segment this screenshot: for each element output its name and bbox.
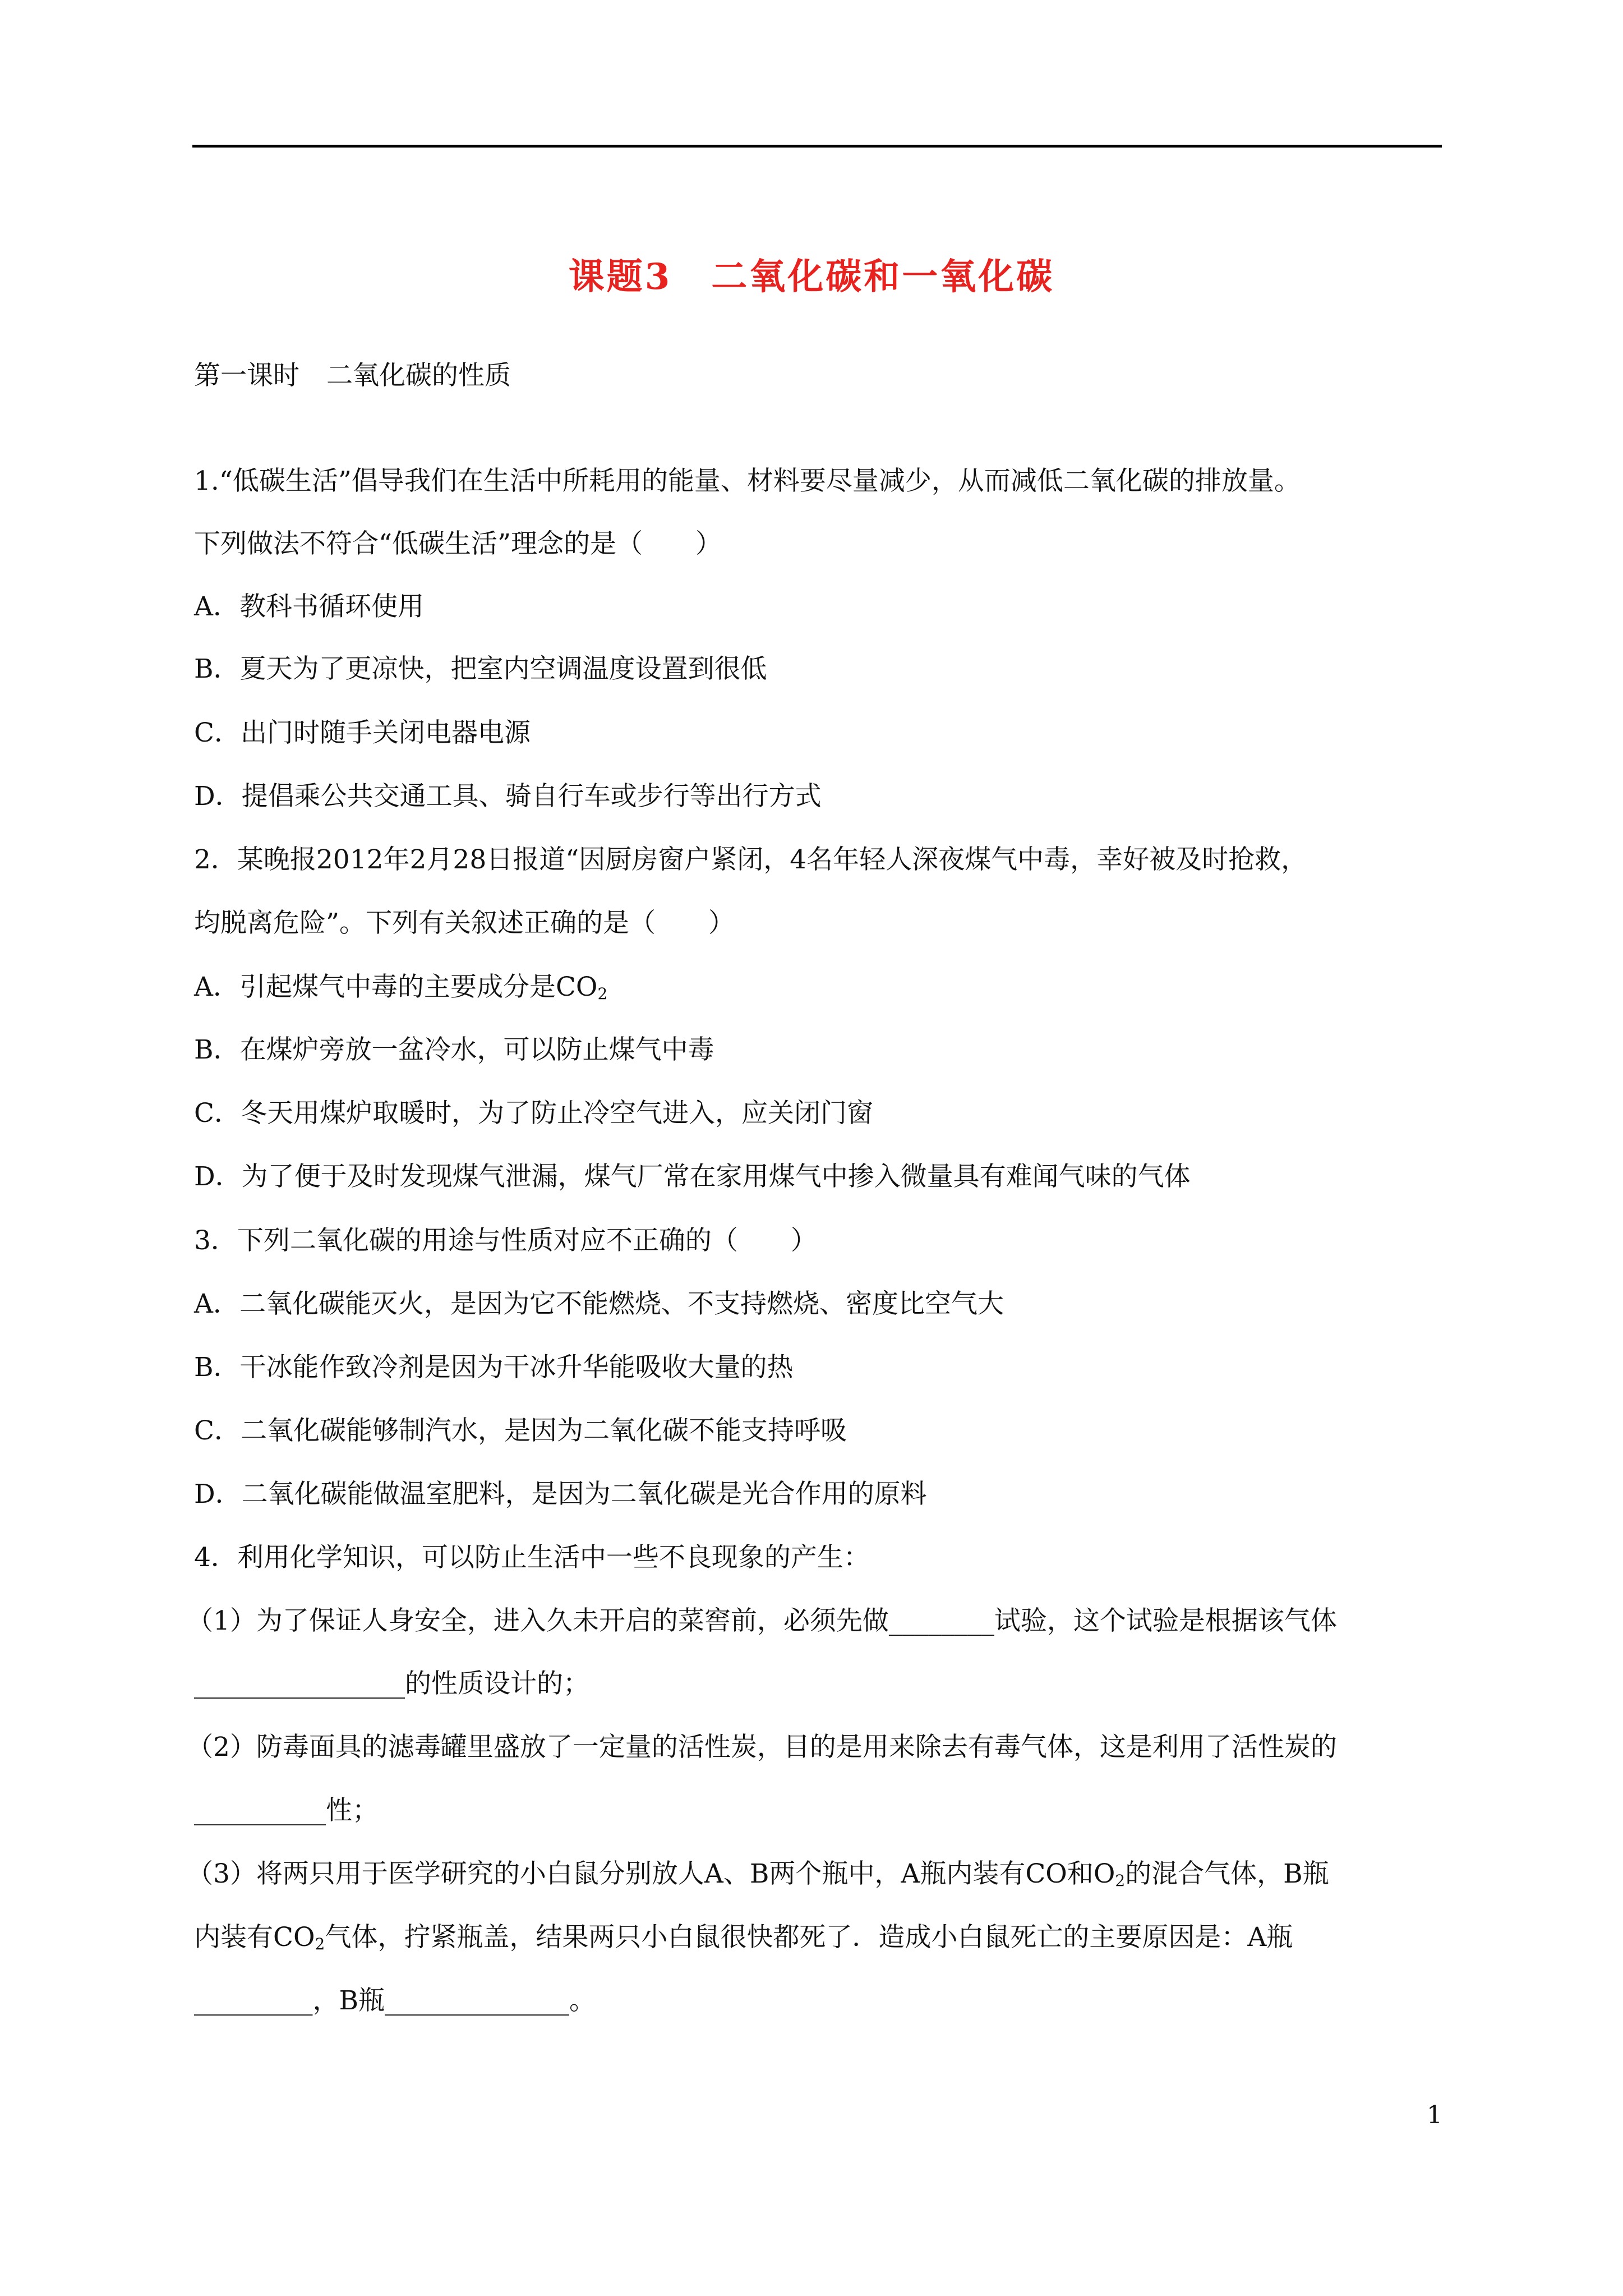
q1-option-a: A．教科书循环使用 — [194, 591, 424, 622]
q2-option-c: C．冬天用煤炉取暖时，为了防止冷空气进入，应关闭门窗 — [194, 1098, 873, 1129]
q1-stem-line2: 下列做法不符合“低碳生活”理念的是（ ） — [194, 528, 722, 559]
q3-option-b: B．干冰能作致冷剂是因为干冰升华能吸收大量的热 — [194, 1352, 794, 1383]
q3-option-d: D．二氧化碳能做温室肥料，是因为二氧化碳是光合作用的原料 — [194, 1479, 927, 1510]
page-title — [0, 248, 1623, 300]
q4-part3-line1-tail: 的混合气体，B瓶 — [1125, 1858, 1329, 1889]
section-period: 第一课时 — [194, 360, 299, 391]
q4-part2-line2: __________性； — [194, 1795, 379, 1826]
q2-option-a-text: A．引起煤气中毒的主要成分是CO — [194, 972, 598, 1002]
q4-stem: 4．利用化学知识，可以防止生活中一些不良现象的产生： — [194, 1542, 870, 1573]
q4-part3-line2-tail: 气体，拧紧瓶盖，结果两只小白鼠很快都死了．造成小白鼠死亡的主要原因是：A瓶 — [325, 1922, 1293, 1953]
q4-part3-line1 — [187, 1857, 1329, 1898]
section-heading — [194, 359, 511, 393]
q4-part3-line3: _________，B瓶______________。 — [194, 1985, 596, 2016]
q1-option-b: B．夏天为了更凉快，把室内空调温度设置到很低 — [194, 654, 767, 684]
q1-stem-line1: 1.“低碳生活”倡导我们在生活中所耗用的能量、材料要尽量减少，从而减低二氧化碳的排放量。 — [194, 466, 1301, 496]
q1-option-d: D．提倡乘公共交通工具、骑自行车或步行等出行方式 — [194, 781, 822, 812]
title-lesson-number: 课题3 — [568, 256, 672, 298]
q4-part1-line2: ________________的性质设计的； — [194, 1668, 589, 1699]
q4-part3-line1-subscript: 2 — [1115, 1871, 1126, 1890]
q2-stem-line2: 均脱离危险”。下列有关叙述正确的是（ ） — [194, 908, 735, 938]
page-number: 1 — [1427, 2101, 1442, 2129]
q4-part3-line2 — [194, 1921, 1293, 1961]
q4-part3-line2-text: 内装有CO — [194, 1922, 315, 1953]
title-topic: 二氧化碳和一氧化碳 — [711, 256, 1055, 298]
q3-option-c: C．二氧化碳能够制汽水，是因为二氧化碳不能支持呼吸 — [194, 1415, 847, 1446]
q1-option-c: C．出门时随手关闭电器电源 — [194, 717, 531, 748]
q2-stem-line1: 2．某晚报2012年2月28日报道“因厨房窗户紧闭，4名年轻人深夜煤气中毒，幸好被及时抢救， — [194, 844, 1308, 875]
q3-stem: 3．下列二氧化碳的用途与性质对应不正确的（ ） — [194, 1225, 817, 1256]
header-rule — [192, 145, 1442, 148]
q4-part3-line1-text: （3）将两只用于医学研究的小白鼠分别放人A、B两个瓶中，A瓶内装有CO和O — [187, 1858, 1115, 1889]
q4-part3-line2-subscript: 2 — [315, 1935, 325, 1953]
q2-option-a — [194, 970, 607, 1011]
q4-part2-line1: （2）防毒面具的滤毒罐里盛放了一定量的活性炭，目的是用来除去有毒气体，这是利用了活性炭的 — [187, 1732, 1337, 1763]
section-topic: 二氧化碳的性质 — [326, 360, 511, 391]
q4-part1-line1: （1）为了保证人身安全，进入久未开启的菜窖前，必须先做________试验，这个试验是根据该气体 — [187, 1605, 1337, 1636]
q2-option-b: B．在煤炉旁放一盆冷水，可以防止煤气中毒 — [194, 1034, 714, 1065]
q2-option-d: D．为了便于及时发现煤气泄漏，煤气厂常在家用煤气中掺入微量具有难闻气味的气体 — [194, 1161, 1191, 1192]
q2-option-a-subscript: 2 — [597, 984, 608, 1003]
q3-option-a: A．二氧化碳能灭火，是因为它不能燃烧、不支持燃烧、密度比空气大 — [194, 1289, 1004, 1319]
